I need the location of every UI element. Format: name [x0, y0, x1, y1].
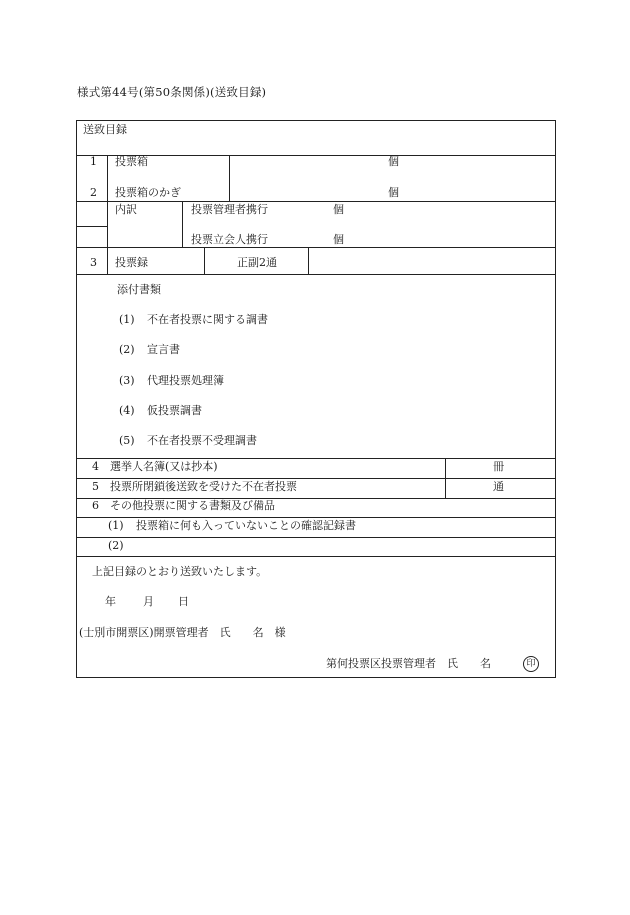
form-title: 様式第44号(第50条関係)(送致目録) [77, 85, 267, 99]
item2-unit: 個 [388, 186, 399, 199]
item5-label: 5 投票所閉鎖後送致を受けた不在者投票 [92, 480, 297, 493]
rule-unit-column [445, 458, 446, 498]
rule-item6-sub2 [77, 556, 555, 557]
item3-label: 投票録 [115, 256, 148, 269]
rule-box-label-column [229, 155, 230, 201]
attachment-number: (2) [119, 343, 135, 356]
rule-breakdown-column [182, 201, 183, 247]
date-month: 月 [143, 595, 154, 608]
attachment-label: 不在者投票に関する調書 [147, 313, 268, 326]
rule-item6 [77, 517, 555, 518]
item6-sub1-label: 投票箱に何も入っていないことの確認記録書 [136, 519, 356, 532]
item3-copies: 正副2通 [237, 256, 277, 269]
seal-stamp: 印 [523, 656, 539, 672]
rule-heading [77, 155, 555, 156]
attachment-label: 代理投票処理簿 [147, 374, 224, 387]
rule-attachments [77, 458, 555, 459]
item4-label: 4 選挙人名簿(又は抄本) [92, 460, 218, 473]
rule-no-column [107, 155, 108, 274]
breakdown-label: 内訳 [115, 203, 137, 216]
attachment-label: 仮投票調書 [147, 404, 202, 417]
breakdown-manager-label: 投票管理者携行 [191, 203, 268, 216]
item1-number: 1 [90, 155, 97, 168]
item6-label: 6 その他投票に関する書類及び備品 [92, 499, 275, 512]
item6-sub2-number: (2) [108, 539, 124, 552]
attachment-number: (4) [119, 404, 135, 417]
rule-breakdown-mid [77, 226, 107, 227]
date-year: 年 [105, 595, 116, 608]
item1-label: 投票箱 [115, 155, 148, 168]
item5-unit: 通 [493, 480, 504, 493]
item2-number: 2 [90, 186, 97, 199]
attachments-heading: 添付書類 [117, 283, 161, 296]
form-heading: 送致目録 [83, 123, 127, 136]
breakdown-manager-unit: 個 [333, 203, 344, 216]
recipient-line: (士別市開票区)開票管理者 氏 名 様 [79, 626, 286, 639]
attachment-number: (3) [119, 374, 135, 387]
date-day: 日 [178, 595, 189, 608]
item1-unit: 個 [388, 155, 399, 168]
attachment-number: (1) [119, 313, 135, 326]
attachment-label: 不在者投票不受理調書 [147, 434, 257, 447]
rule-breakdown [77, 247, 555, 248]
delivery-statement: 上記目録のとおり送致いたします。 [92, 565, 268, 578]
breakdown-witness-unit: 個 [333, 233, 344, 246]
rule-item4 [77, 478, 555, 479]
rule-record-copies-column [308, 247, 309, 274]
delivery-list-form [76, 120, 556, 678]
rule-boxes [77, 201, 555, 202]
item6-sub1-number: (1) [108, 519, 124, 532]
attachment-label: 宣言書 [147, 343, 180, 356]
rule-record-label-column [204, 247, 205, 274]
sender-line: 第何投票区投票管理者 氏 名 [326, 657, 491, 670]
item2-label: 投票箱のかぎ [115, 186, 181, 199]
rule-record [77, 274, 555, 275]
rule-item6-sub1 [77, 537, 555, 538]
breakdown-witness-label: 投票立会人携行 [191, 233, 268, 246]
attachment-number: (5) [119, 434, 135, 447]
item4-unit: 冊 [493, 460, 504, 473]
item3-number: 3 [90, 256, 97, 269]
